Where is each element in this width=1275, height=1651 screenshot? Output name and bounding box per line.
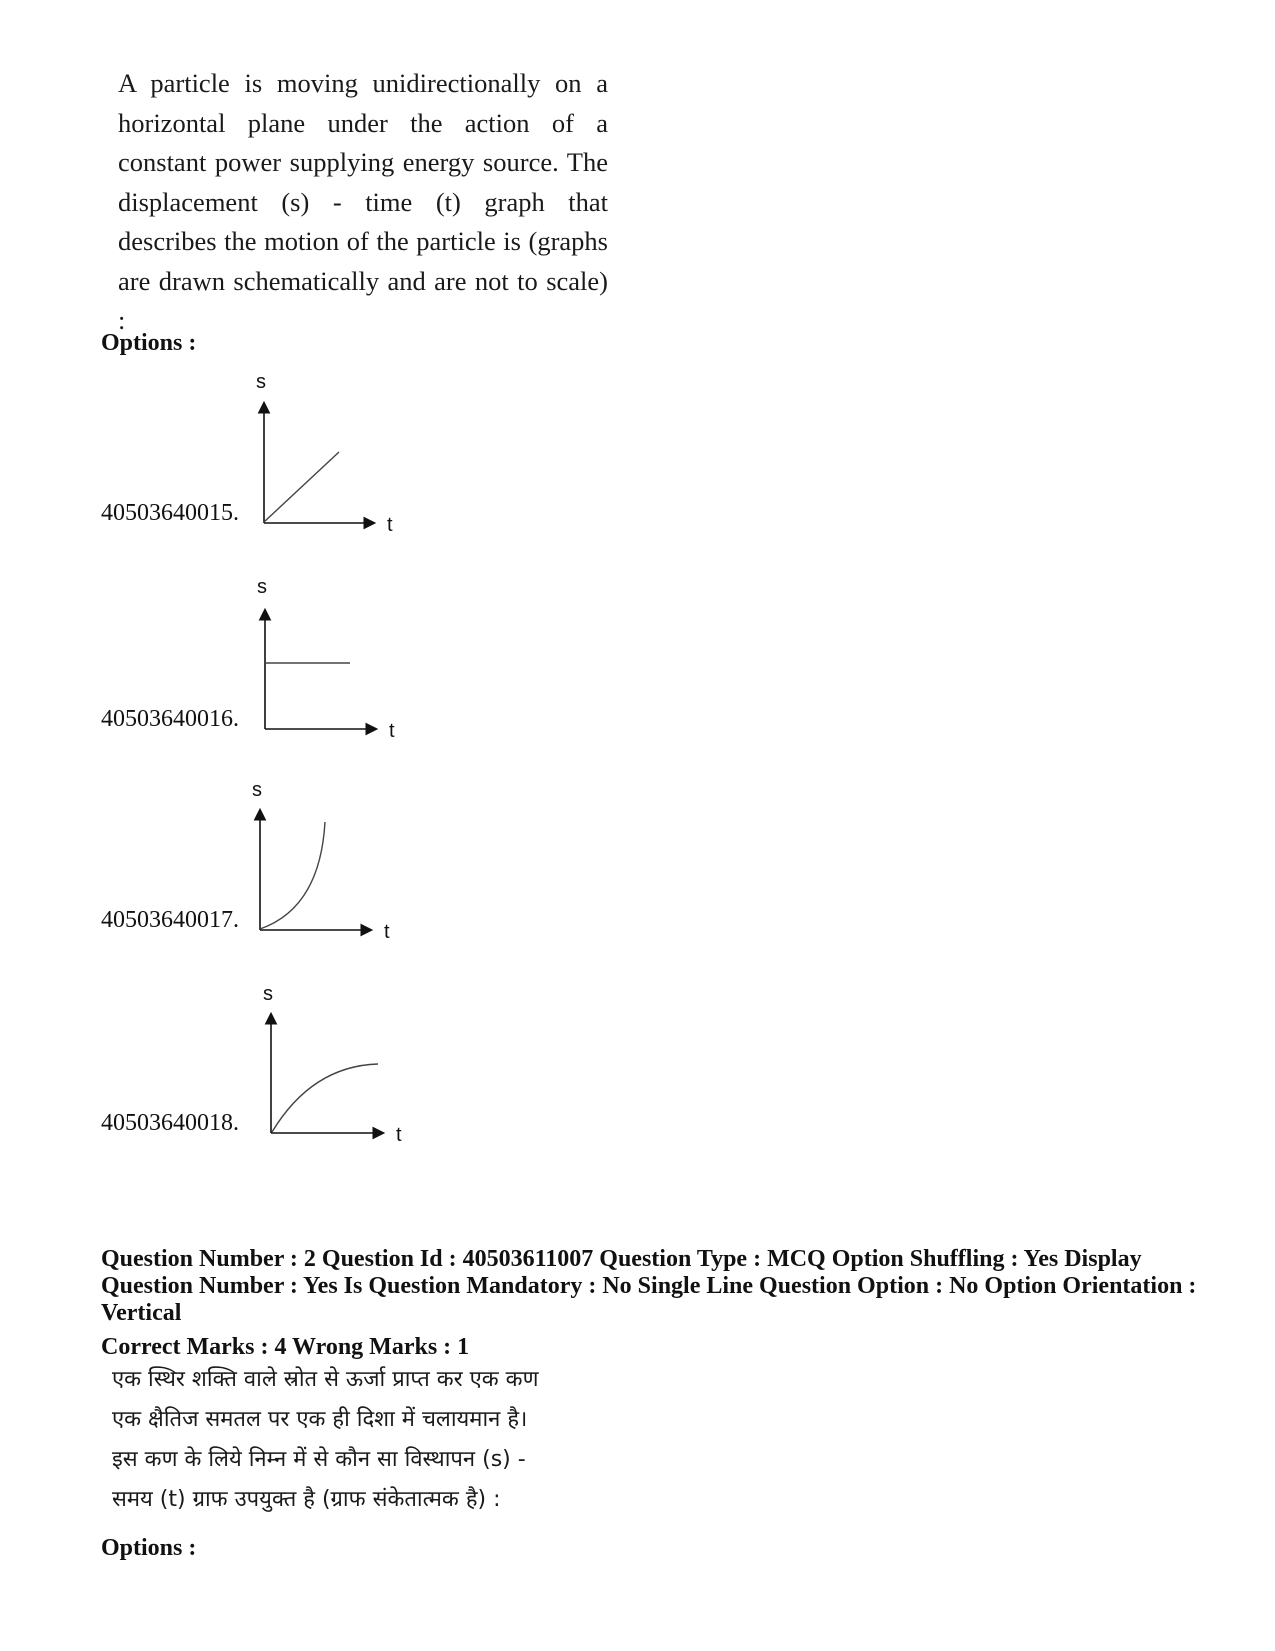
option-4-y-axis-label: s [263, 983, 273, 1005]
option-1-graph [255, 370, 415, 540]
question-2-text-line: एक क्षैतिज समतल पर एक ही दिशा में चलायमान है। [112, 1407, 528, 1432]
question-1-options-label: Options : [101, 330, 197, 356]
option-3-graph [252, 778, 412, 948]
question-2-meta: Question Number : 2 Question Id : 40503611007 Question Type : MCQ Option Shuffling : Yes Display Question Number : Yes Is Question Mandatory : No Single Line Question Option : No Option Orientation : Vertical [101, 1246, 1197, 1326]
option-2-graph [255, 575, 415, 745]
option-3-x-axis-label: t [384, 921, 390, 943]
question-2-text [112, 1360, 612, 1520]
option-4-graph [262, 982, 422, 1152]
option-3-id[interactable]: 40503640017. [101, 907, 239, 933]
option-3-y-axis-label: s [252, 779, 262, 801]
option-1-curve [264, 452, 339, 522]
option-4-id[interactable]: 40503640018. [101, 1110, 239, 1136]
option-2-id[interactable]: 40503640016. [101, 706, 239, 732]
option-2-y-axis-label: s [257, 576, 267, 598]
question-1-text: A particle is moving unidirectionally on a horizontal plane under the action of a constant power supplying energy source. The displacement (s) - time (t) graph that describes the motion of the particle is (graphs are drawn schematically and are not to scale) : [118, 68, 608, 335]
option-3-curve [260, 822, 325, 929]
question-2-marks: Correct Marks : 4 Wrong Marks : 1 [101, 1334, 470, 1360]
question-2-options-label: Options : [101, 1535, 197, 1561]
question-2-text-line: समय (t) ग्राफ उपयुक्त है (ग्राफ संकेतात्मक है) : [112, 1487, 501, 1512]
option-1-id[interactable]: 40503640015. [101, 500, 239, 526]
option-1-x-axis-label: t [387, 514, 393, 536]
question-2-text-line: इस कण के लिये निम्न में से कौन सा विस्थापन (s) - [112, 1447, 526, 1472]
option-4-curve [272, 1064, 378, 1132]
question-2-text-line: एक स्थिर शक्ति वाले स्रोत से ऊर्जा प्राप्त कर एक कण [112, 1367, 539, 1392]
option-4-x-axis-label: t [396, 1124, 402, 1146]
option-1-y-axis-label: s [256, 371, 266, 393]
option-2-x-axis-label: t [389, 720, 395, 742]
